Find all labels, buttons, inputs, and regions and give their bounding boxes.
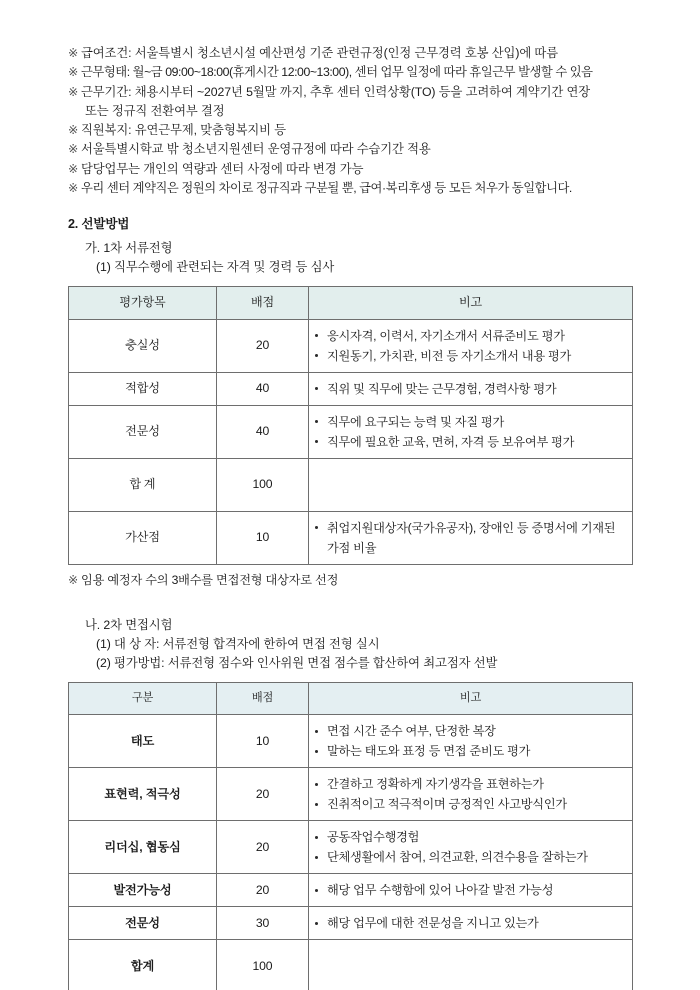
remark-list-item: 지원동기, 가치관, 비전 등 자기소개서 내용 평가 — [313, 346, 628, 366]
condition-note-text: 근무형태: 월~금 09:00~18:00(휴게시간 12:00~13:00), 센터 업무 일정에 따라 휴일근무 발생할 수 있음 — [81, 65, 593, 80]
cell-remark — [309, 372, 633, 405]
reference-mark-icon: ※ — [68, 84, 79, 99]
cell-score: 100 — [217, 940, 309, 990]
condition-note-line — [68, 63, 640, 82]
remark-list — [313, 518, 628, 558]
remark-list-item: 해당 업무 수행함에 있어 나아갈 발전 가능성 — [313, 880, 628, 900]
cell-score: 40 — [217, 372, 309, 405]
cell-score: 10 — [217, 715, 309, 768]
cell-remark — [309, 319, 633, 372]
cell-score: 20 — [217, 874, 309, 907]
condition-note-line — [68, 102, 640, 121]
remark-list-item: 취업지원대상자(국가유공자), 장애인 등 증명서에 기재된 가점 비율 — [313, 518, 628, 558]
remark-list-item: 직위 및 직무에 맞는 근무경험, 경력사항 평가 — [313, 379, 628, 399]
reference-mark-icon: ※ — [68, 65, 78, 80]
remark-list — [313, 827, 628, 867]
cell-evaluation-item: 전문성 — [69, 907, 217, 940]
section-title-selection-method: 2. 선발방법 — [68, 217, 130, 232]
remark-list-item: 간결하고 정확하게 자기생각을 표현하는가 — [313, 774, 628, 794]
table-row — [69, 319, 633, 372]
reference-mark-icon: ※ — [68, 572, 79, 587]
table-row — [69, 458, 633, 511]
cell-remark — [309, 874, 633, 907]
condition-note-line — [68, 140, 640, 159]
cell-evaluation-item: 합계 — [69, 940, 217, 990]
subsection-item-first-screening: (1) 직무수행에 관련되는 자격 및 경력 등 심사 — [96, 260, 335, 275]
column-header-remark: 비고 — [309, 287, 633, 320]
cell-evaluation-item-text: 합계 — [129, 477, 159, 492]
condition-note-text: 우리 센터 계약직은 정원의 차이로 정규직과 구분될 뿐, 급여·복리후생 등 모든 처우가 동일합니다. — [81, 181, 572, 196]
remark-list — [313, 721, 628, 761]
cell-remark — [309, 458, 633, 511]
condition-note-text: 급여조건: 서울특별시 청소년시설 예산편성 기준 관련규정(인정 근무경력 호봉 산입)에 따름 — [81, 46, 558, 60]
cell-remark — [309, 715, 633, 768]
reference-mark-icon: ※ — [68, 181, 78, 196]
condition-note-line — [68, 179, 640, 198]
remark-list-item: 단체생활에서 참여, 의견교환, 의견수용을 잘하는가 — [313, 847, 628, 867]
table-row — [69, 511, 633, 564]
cell-score: 30 — [217, 907, 309, 940]
condition-note-line — [68, 44, 640, 63]
cell-score: 100 — [217, 458, 309, 511]
cell-score: 20 — [217, 768, 309, 821]
cell-score: 20 — [217, 821, 309, 874]
remark-list-item: 직무에 필요한 교육, 면허, 자격 등 보유여부 평가 — [313, 432, 628, 452]
column-header-evaluation-item: 평가항목 — [69, 287, 217, 320]
subsection-item-method: (2) 평가방법: 서류전형 점수와 인사위원 면접 점수를 합산하여 최고점자 선발 — [96, 655, 498, 670]
remark-list-item: 응시자격, 이력서, 자기소개서 서류준비도 평가 — [313, 326, 628, 346]
table-row — [69, 405, 633, 458]
column-header-score: 배점 — [217, 682, 309, 715]
table-row — [69, 715, 633, 768]
cell-evaluation-item: 전문성 — [69, 405, 217, 458]
condition-note-line — [68, 83, 640, 102]
cell-evaluation-item: 리더십, 협동심 — [69, 821, 217, 874]
condition-note-line — [68, 121, 640, 140]
cell-evaluation-item: 태도 — [69, 715, 217, 768]
first-screening-footnote-text: 임용 예정자 수의 3배수를 면접전형 대상자로 선정 — [81, 572, 339, 587]
cell-score: 10 — [217, 511, 309, 564]
table-header-row — [69, 287, 633, 320]
table-row — [69, 940, 633, 990]
column-header-remark: 비고 — [309, 682, 633, 715]
subsection-title-first-screening: 가. 1차 서류전형 — [85, 241, 173, 256]
reference-mark-icon: ※ — [68, 46, 79, 60]
cell-evaluation-item: 충실성 — [69, 319, 217, 372]
remark-list — [313, 379, 628, 399]
first-screening-footnote — [68, 571, 640, 590]
condition-note-text: 서울특별시학교 밖 청소년지원센터 운영규정에 따라 수습기간 적용 — [81, 142, 431, 157]
cell-remark — [309, 511, 633, 564]
table-header-row — [69, 682, 633, 715]
table-row — [69, 874, 633, 907]
cell-remark — [309, 821, 633, 874]
cell-remark — [309, 940, 633, 990]
cell-evaluation-item — [69, 458, 217, 511]
remark-list-item: 직무에 요구되는 능력 및 자질 평가 — [313, 412, 628, 432]
remark-list — [313, 880, 628, 900]
column-header-category: 구분 — [69, 682, 217, 715]
section-spacer — [68, 590, 640, 610]
cell-remark — [309, 405, 633, 458]
table-row — [69, 821, 633, 874]
remark-list-item: 말하는 태도와 표정 등 면접 준비도 평가 — [313, 741, 628, 761]
second-interview-score-table — [68, 682, 633, 990]
subsection-title-second-interview: 나. 2차 면접시험 — [85, 617, 173, 632]
cell-evaluation-item: 가산점 — [69, 511, 217, 564]
condition-note-text: 직원복지: 유연근무제, 맞춤형복지비 등 — [81, 123, 287, 138]
cell-remark — [309, 907, 633, 940]
remark-list-item: 공동작업수행경험 — [313, 827, 628, 847]
first-screening-score-table — [68, 286, 633, 565]
condition-note-text: 또는 정규직 전환여부 결정 — [85, 103, 225, 118]
cell-evaluation-item: 적합성 — [69, 372, 217, 405]
condition-note-text: 근무기간: 채용시부터 ~2027년 5월말 까지, 추후 센터 인력상황(TO) 등을 고려하여 계약기간 연장 — [81, 84, 591, 99]
subsection-item-target: (1) 대 상 자: 서류전형 합격자에 한하여 면접 전형 실시 — [96, 636, 380, 651]
condition-note-text: 담당업무는 개인의 역량과 센터 사정에 따라 변경 가능 — [81, 161, 364, 176]
remark-list — [313, 774, 628, 814]
table-row — [69, 907, 633, 940]
remark-list — [313, 913, 628, 933]
condition-note-line — [68, 160, 640, 179]
cell-score: 40 — [217, 405, 309, 458]
table-row — [69, 372, 633, 405]
conditions-note-list — [68, 44, 640, 198]
reference-mark-icon: ※ — [68, 161, 79, 176]
cell-remark — [309, 768, 633, 821]
remark-list-item: 진취적이고 적극적이며 긍정적인 사고방식인가 — [313, 794, 628, 814]
reference-mark-icon: ※ — [68, 123, 79, 138]
remark-list — [313, 412, 628, 452]
cell-evaluation-item: 표현력, 적극성 — [69, 768, 217, 821]
remark-list — [313, 326, 628, 366]
table-row — [69, 768, 633, 821]
reference-mark-icon: ※ — [68, 142, 79, 157]
remark-list-item: 면접 시간 준수 여부, 단정한 복장 — [313, 721, 628, 741]
cell-evaluation-item: 발전가능성 — [69, 874, 217, 907]
remark-list-item: 해당 업무에 대한 전문성을 지니고 있는가 — [313, 913, 628, 933]
cell-score: 20 — [217, 319, 309, 372]
column-header-score: 배점 — [217, 287, 309, 320]
